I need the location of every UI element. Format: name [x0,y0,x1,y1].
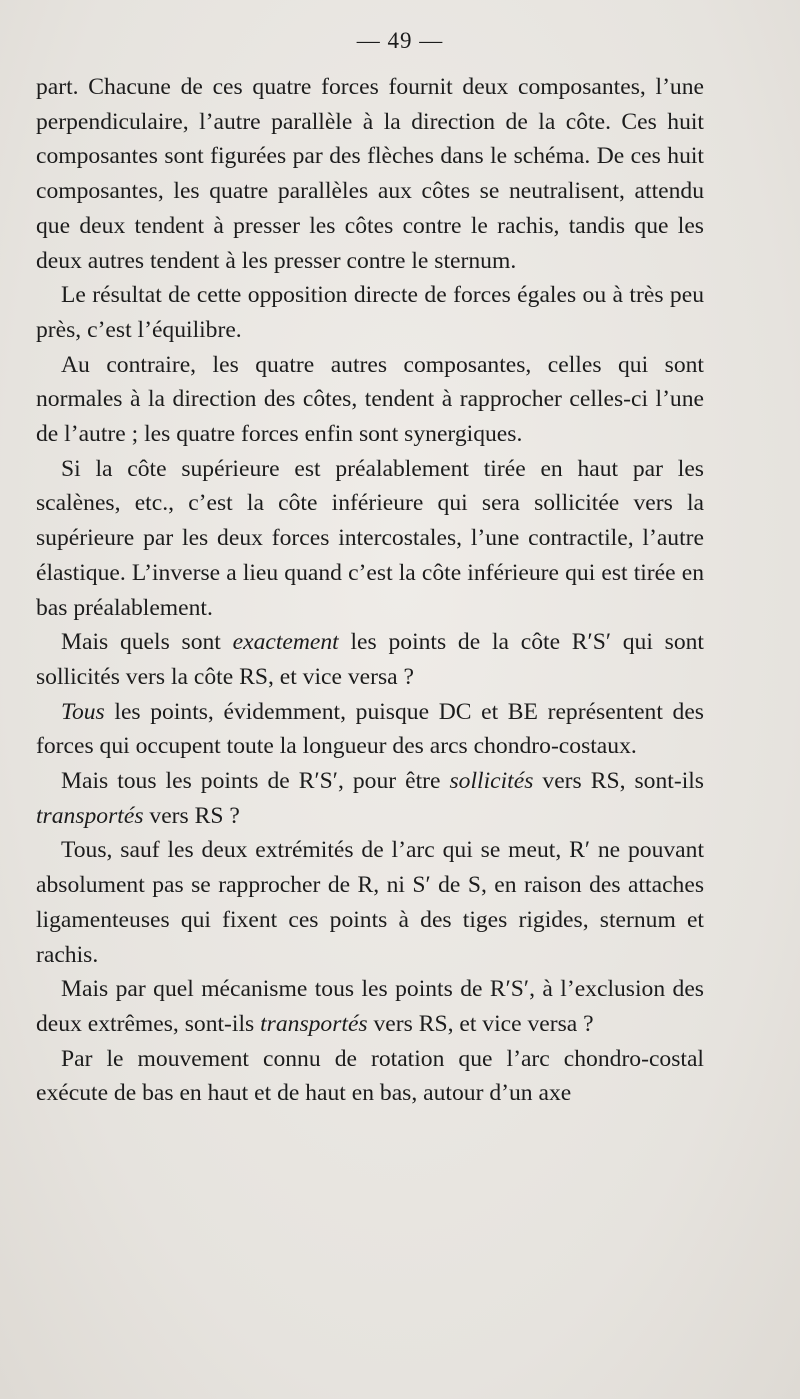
paragraph-9-text-b: vers RS, et vice versa ? [367,1010,594,1037]
paragraph-10: Par le mouvement connu de rotation que l’arc chondro-costal exécute de bas en haut et de haut en bas, autour d’un axe [36,1045,704,1107]
paragraph-5-text-a: Mais quels sont [61,629,233,656]
paragraph-5-emphasis: exactement [232,629,339,656]
paragraph-3: Au contraire, les quatre autres composantes, celles qui sont normales à la direction des côtes, tendent à rapprocher celles-ci l’une de l’autre ; les quatre forces enfin sont synergiques. [36,351,704,448]
paragraph-7-text-a: Mais tous les points de R′S′, pour être [61,768,450,795]
paragraph-5-text-b: les points de la côte R′S′ qui sont sollicités vers la côte RS, et vice versa ? [36,629,704,690]
paragraph-6-emphasis: Tous [61,698,105,725]
paragraph-7-text-b: vers RS, sont-ils [533,768,704,795]
paragraph-2: Le résultat de cette opposition directe de forces égales ou à très peu près, c’est l’équilibre. [36,282,704,343]
paragraph-9-text-a: Mais par quel mécanisme tous les points de R′S′, à l’exclusion des deux extrêmes, sont-ils [36,976,704,1037]
paragraph-9 [36,972,704,1041]
page-body-text [36,70,704,1111]
paragraph-6 [36,695,704,764]
paragraph-7-emphasis-1: sollicités [449,768,534,795]
paragraph-5 [36,625,704,694]
paragraph-6-text-b: les points, évidemment, puisque DC et BE représentent des forces qui occupent toute la longueur des arcs chondro-costaux. [36,698,704,760]
paragraph-7 [36,764,704,833]
page-number: — 49 — [356,28,444,53]
paragraph-9-emphasis: transportés [260,1010,368,1037]
paragraph-1: part. Chacune de ces quatre forces fournit deux composantes, l’une perpendiculaire, l’autre parallèle à la direction de la côte. Ces huit composantes sont figurées par des flèches dans le schéma. De ces huit composantes, les quatre parallèles aux côtes se neutralisent, attendu que deux tendent à presser les côtes contre le rachis, tandis que les deux autres tendent à les presser contre le sternum. [36,74,704,274]
paragraph-8: Tous, sauf les deux extrémités de l’arc qui se meut, R′ ne pouvant absolument pas se rapprocher de R, ni S′ de S, en raison des attaches ligamenteuses qui fixent ces points à des tiges rigides, sternum et rachis. [36,837,704,968]
paragraph-7-emphasis-2: transportés [36,802,144,829]
paragraph-7-text-c: vers RS ? [143,802,240,829]
paragraph-4: Si la côte supérieure est préalablement tirée en haut par les scalènes, etc., c’est la côte inférieure qui sera sollicitée vers la supérieure par les deux forces intercostales, l’une contractile, l’autre élastique. L’inverse a lieu quand c’est la côte inférieure qui est tirée en bas préalablement. [36,455,704,621]
